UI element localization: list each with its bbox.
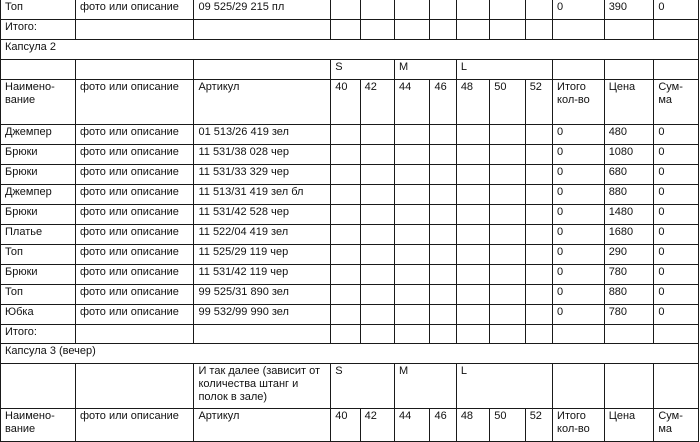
col-header-size: 46 bbox=[430, 409, 456, 442]
item-photo: фото или описание bbox=[75, 125, 194, 145]
col-header-price: Цена bbox=[604, 80, 654, 125]
item-name: Джемпер bbox=[1, 185, 76, 205]
section-row bbox=[1, 40, 699, 60]
item-photo: фото или описание bbox=[75, 245, 194, 265]
size-cell bbox=[430, 205, 456, 225]
col-header-size: 50 bbox=[490, 80, 525, 125]
size-cell bbox=[395, 185, 430, 205]
size-cell bbox=[331, 265, 360, 285]
item-article: 11 513/31 419 зел бл bbox=[194, 185, 331, 205]
size-cell bbox=[360, 165, 394, 185]
size-cell bbox=[331, 145, 360, 165]
item-name: Топ bbox=[1, 245, 76, 265]
size-cell bbox=[456, 245, 489, 265]
col-header-article: Артикул bbox=[194, 409, 331, 442]
size-cell bbox=[360, 245, 394, 265]
size-cell bbox=[395, 285, 430, 305]
size-cell bbox=[395, 245, 430, 265]
size-cell bbox=[331, 185, 360, 205]
header-row bbox=[1, 80, 699, 125]
item-name: Брюки bbox=[1, 205, 76, 225]
item-price: 780 bbox=[604, 265, 654, 285]
capsule3-note: И так далее (зависит от количества штанг и полок в зале) bbox=[194, 364, 331, 409]
size-group-m: M bbox=[395, 364, 457, 409]
size-cell bbox=[395, 225, 430, 245]
col-header-price: Цена bbox=[604, 409, 654, 442]
size-group-l: L bbox=[456, 364, 552, 409]
size-group-s: S bbox=[331, 364, 395, 409]
col-header-size: 42 bbox=[360, 80, 394, 125]
total-row bbox=[1, 325, 699, 344]
size-cell bbox=[430, 225, 456, 245]
size-cell bbox=[360, 185, 394, 205]
size-cell bbox=[331, 305, 360, 325]
size-cell bbox=[490, 245, 525, 265]
table-row bbox=[1, 285, 699, 305]
size-cell bbox=[525, 145, 552, 165]
table-row bbox=[1, 185, 699, 205]
size-cell bbox=[525, 265, 552, 285]
size-cell bbox=[456, 205, 489, 225]
item-price: 780 bbox=[604, 305, 654, 325]
item-price: 290 bbox=[604, 245, 654, 265]
item-sum: 0 bbox=[654, 185, 699, 205]
size-cell bbox=[525, 245, 552, 265]
size-cell bbox=[525, 125, 552, 145]
item-price: 880 bbox=[604, 185, 654, 205]
item-qty: 0 bbox=[553, 205, 605, 225]
size-cell bbox=[331, 125, 360, 145]
item-article: 11 531/38 028 чер bbox=[194, 145, 331, 165]
size-group-s: S bbox=[331, 60, 395, 80]
col-header-name: Наимено-вание bbox=[1, 80, 76, 125]
item-article: 01 513/26 419 зел bbox=[194, 125, 331, 145]
item-price: 1480 bbox=[604, 205, 654, 225]
item-photo: фото или описание bbox=[75, 0, 194, 20]
size-group-row bbox=[1, 364, 699, 409]
size-cell bbox=[360, 205, 394, 225]
item-name: Топ bbox=[1, 285, 76, 305]
col-header-size: 42 bbox=[360, 409, 394, 442]
col-header-sum: Сум-ма bbox=[654, 80, 699, 125]
item-sum: 0 bbox=[654, 165, 699, 185]
col-header-size: 52 bbox=[525, 80, 552, 125]
col-header-photo: фото или описание bbox=[75, 80, 194, 125]
size-cell bbox=[331, 165, 360, 185]
size-cell bbox=[525, 305, 552, 325]
size-cell bbox=[395, 265, 430, 285]
item-price: 390 bbox=[604, 0, 654, 20]
item-article: 99 525/31 890 зел bbox=[194, 285, 331, 305]
item-photo: фото или описание bbox=[75, 305, 194, 325]
item-sum: 0 bbox=[654, 0, 699, 20]
col-header-size: 44 bbox=[395, 409, 430, 442]
section-title: Капсула 3 (вечер) bbox=[1, 344, 699, 364]
item-photo: фото или описание bbox=[75, 205, 194, 225]
size-cell bbox=[490, 145, 525, 165]
col-header-photo: фото или описание bbox=[75, 409, 194, 442]
item-name: Топ bbox=[1, 0, 76, 20]
item-price: 480 bbox=[604, 125, 654, 145]
size-cell bbox=[456, 165, 489, 185]
table-row bbox=[1, 165, 699, 185]
size-cell bbox=[430, 285, 456, 305]
size-cell bbox=[456, 0, 489, 20]
size-cell bbox=[430, 165, 456, 185]
table-row bbox=[1, 265, 699, 285]
item-qty: 0 bbox=[553, 285, 605, 305]
item-sum: 0 bbox=[654, 265, 699, 285]
item-qty: 0 bbox=[553, 165, 605, 185]
size-cell bbox=[525, 0, 552, 20]
table-row bbox=[1, 205, 699, 225]
item-qty: 0 bbox=[553, 225, 605, 245]
size-cell bbox=[525, 165, 552, 185]
col-header-size: 50 bbox=[490, 409, 525, 442]
item-qty: 0 bbox=[553, 305, 605, 325]
size-cell bbox=[360, 0, 394, 20]
item-photo: фото или описание bbox=[75, 165, 194, 185]
item-article: 11 531/33 329 чер bbox=[194, 165, 331, 185]
size-cell bbox=[331, 285, 360, 305]
size-cell bbox=[331, 205, 360, 225]
size-cell bbox=[395, 145, 430, 165]
capsule2-items bbox=[1, 125, 699, 325]
size-cell bbox=[430, 125, 456, 145]
item-sum: 0 bbox=[654, 145, 699, 165]
size-cell bbox=[490, 125, 525, 145]
size-cell bbox=[395, 0, 430, 20]
item-name: Юбка bbox=[1, 305, 76, 325]
size-cell bbox=[430, 265, 456, 285]
item-name: Платье bbox=[1, 225, 76, 245]
item-photo: фото или описание bbox=[75, 145, 194, 165]
size-cell bbox=[490, 265, 525, 285]
size-cell bbox=[490, 0, 525, 20]
size-cell bbox=[490, 185, 525, 205]
table-row bbox=[1, 305, 699, 325]
item-sum: 0 bbox=[654, 245, 699, 265]
size-cell bbox=[395, 125, 430, 145]
item-price: 1080 bbox=[604, 145, 654, 165]
size-cell bbox=[456, 285, 489, 305]
total-row bbox=[1, 20, 699, 40]
size-cell bbox=[490, 285, 525, 305]
size-cell bbox=[525, 185, 552, 205]
table-row bbox=[1, 0, 699, 20]
item-article: 11 531/42 528 чер bbox=[194, 205, 331, 225]
col-header-size: 48 bbox=[456, 409, 489, 442]
col-header-name: Наимено-вание bbox=[1, 409, 76, 442]
size-cell bbox=[331, 245, 360, 265]
item-name: Брюки bbox=[1, 145, 76, 165]
item-photo: фото или описание bbox=[75, 265, 194, 285]
item-article: 11 522/04 419 зел bbox=[194, 225, 331, 245]
section-title: Капсула 2 bbox=[1, 40, 699, 60]
size-cell bbox=[331, 225, 360, 245]
col-header-size: 40 bbox=[331, 80, 360, 125]
total-label: Итого: bbox=[1, 20, 76, 40]
col-header-qty: Итого кол-во bbox=[553, 409, 605, 442]
size-cell bbox=[525, 285, 552, 305]
size-cell bbox=[360, 125, 394, 145]
size-cell bbox=[360, 285, 394, 305]
size-cell bbox=[456, 145, 489, 165]
size-cell bbox=[490, 205, 525, 225]
table-row bbox=[1, 225, 699, 245]
table-row bbox=[1, 145, 699, 165]
item-name: Джемпер bbox=[1, 125, 76, 145]
item-price: 680 bbox=[604, 165, 654, 185]
item-qty: 0 bbox=[553, 185, 605, 205]
item-article: 11 531/42 119 чер bbox=[194, 265, 331, 285]
size-group-m: M bbox=[395, 60, 457, 80]
item-article: 99 532/99 990 зел bbox=[194, 305, 331, 325]
item-sum: 0 bbox=[654, 285, 699, 305]
item-sum: 0 bbox=[654, 205, 699, 225]
size-cell bbox=[525, 205, 552, 225]
header-row bbox=[1, 409, 699, 442]
size-cell bbox=[360, 305, 394, 325]
size-group-l: L bbox=[456, 60, 552, 80]
item-article: 09 525/29 215 пл bbox=[194, 0, 331, 20]
item-name: Брюки bbox=[1, 265, 76, 285]
table-row bbox=[1, 125, 699, 145]
size-cell bbox=[360, 145, 394, 165]
size-cell bbox=[456, 305, 489, 325]
col-header-article: Артикул bbox=[194, 80, 331, 125]
size-cell bbox=[430, 185, 456, 205]
item-name: Брюки bbox=[1, 165, 76, 185]
size-cell bbox=[490, 225, 525, 245]
col-header-size: 40 bbox=[331, 409, 360, 442]
size-cell bbox=[430, 145, 456, 165]
size-cell bbox=[331, 0, 360, 20]
col-header-size: 52 bbox=[525, 409, 552, 442]
item-qty: 0 bbox=[553, 145, 605, 165]
size-cell bbox=[456, 265, 489, 285]
item-qty: 0 bbox=[553, 125, 605, 145]
col-header-sum: Сум-ма bbox=[654, 409, 699, 442]
size-cell bbox=[395, 205, 430, 225]
item-price: 1680 bbox=[604, 225, 654, 245]
size-cell bbox=[456, 225, 489, 245]
size-cell bbox=[430, 305, 456, 325]
item-photo: фото или описание bbox=[75, 285, 194, 305]
item-price: 880 bbox=[604, 285, 654, 305]
item-qty: 0 bbox=[553, 265, 605, 285]
size-group-row bbox=[1, 60, 699, 80]
col-header-size: 46 bbox=[430, 80, 456, 125]
item-sum: 0 bbox=[654, 225, 699, 245]
size-cell bbox=[456, 185, 489, 205]
size-cell bbox=[525, 225, 552, 245]
size-cell bbox=[360, 225, 394, 245]
item-photo: фото или описание bbox=[75, 185, 194, 205]
item-qty: 0 bbox=[553, 0, 605, 20]
item-photo: фото или описание bbox=[75, 225, 194, 245]
size-cell bbox=[430, 245, 456, 265]
total-label: Итого: bbox=[1, 325, 76, 344]
size-cell bbox=[395, 165, 430, 185]
size-cell bbox=[490, 165, 525, 185]
item-sum: 0 bbox=[654, 305, 699, 325]
size-cell bbox=[456, 125, 489, 145]
size-cell bbox=[430, 0, 456, 20]
item-sum: 0 bbox=[654, 125, 699, 145]
size-cell bbox=[360, 265, 394, 285]
size-cell bbox=[395, 305, 430, 325]
table-row bbox=[1, 245, 699, 265]
size-cell bbox=[490, 305, 525, 325]
item-qty: 0 bbox=[553, 245, 605, 265]
col-header-size: 44 bbox=[395, 80, 430, 125]
col-header-qty: Итого кол-во bbox=[553, 80, 605, 125]
section-row bbox=[1, 344, 699, 364]
col-header-size: 48 bbox=[456, 80, 489, 125]
item-article: 11 525/29 119 чер bbox=[194, 245, 331, 265]
